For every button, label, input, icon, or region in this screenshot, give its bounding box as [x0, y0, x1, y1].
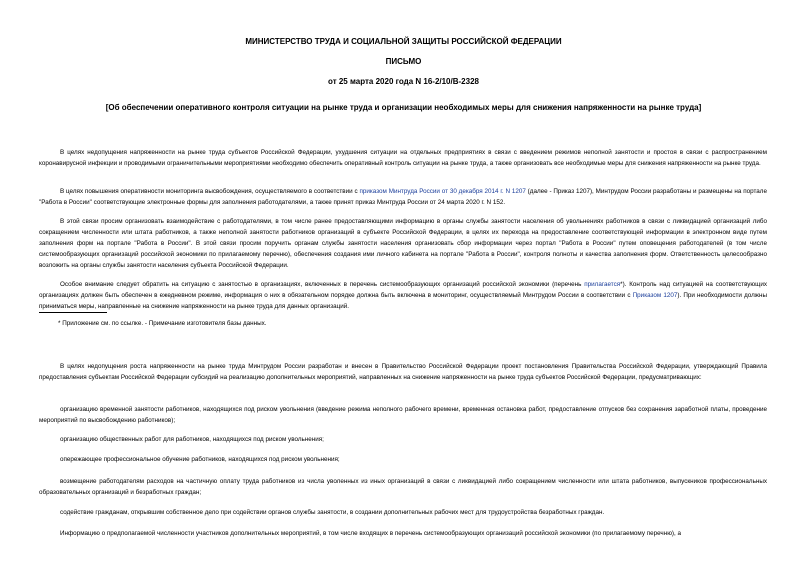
order-1207-link[interactable]: приказом Минтруда России от 30 декабря 2014 г. N 1207 [359, 188, 526, 195]
order-1207-reference-link[interactable]: Приказом 1207 [632, 292, 678, 299]
paragraph-5: В целях недопущения роста напряженности на рынке труда Минтрудом России разработан и внесен в Правительство Российской Федерации проект постановления Правительства Российской Федерации, утверждающий Правила предоставления субъектам Российской Федерации субсидий на реализацию дополнительных мероприятий, направленных на снижение напряженности на рынке труда субъектов Российской Федерации, предусматривающих: [39, 363, 767, 381]
paragraph-10: содействие гражданам, открывшим собственное дело при содействии органов службы занятости, в создании дополнительных рабочих мест для трудоустройства безработных граждан. [60, 509, 605, 516]
ministry-heading: МИНИСТЕРСТВО ТРУДА И СОЦИАЛЬНОЙ ЗАЩИТЫ РОССИЙСКОЙ ФЕДЕРАЦИИ [245, 37, 562, 46]
paragraph-4-text-end: ). При необходимости должны приниматься меры, направленные на снижение напряженности на рынке труда для данных организаций. [39, 292, 768, 310]
footnote: * Приложение см. по ссылке. - Примечание изготовителя базы данных. [58, 320, 267, 327]
paragraph-4-text-start: Особое внимание следует обратить на ситуацию с занятостью в организациях, включенных в перечень системообразующих организаций российской экономики (перечень [60, 281, 585, 288]
document-subject: [Об обеспечении оперативного контроля ситуации на рынке труда и организации необходимых меры для снижения напряженности на рынке труда] [105, 103, 702, 112]
paragraph-9: возмещение работодателям расходов на частичную оплату труда работников из числа уволенных из иных организаций в связи с ликвидацией либо сокращением численности или штата работников, выпускников профессиональных образовательных организаций и безработных граждан; [39, 478, 767, 496]
paragraph-1: В целях недопущения напряженности на рынке труда субъектов Российской Федерации, ухудшения ситуации на отдельных предприятиях в связи с введением режимов неполной занятости и простоя в связи с распространением коронавирусной инфекции и проводимыми ограничительными мероприятиями необходимо обеспечить оперативный контроль ситуации на рынке труда, а также организовать все необходимые меры для снижения напряженности на рынке труда. [39, 149, 767, 167]
paragraph-8: опережающее профессиональное обучение работников, находящихся под риском увольнения; [60, 456, 340, 463]
paragraph-2-text-start: В целях повышения оперативности мониторинга высвобождения, осуществляемого в соответствии с [60, 188, 360, 195]
footnote-divider [39, 312, 107, 313]
attachment-link[interactable]: прилагается [584, 281, 621, 288]
document-date-number: от 25 марта 2020 года N 16-2/10/В-2328 [328, 77, 479, 86]
paragraph-6: организацию временной занятости работников, находящихся под риском увольнения (введение режима неполного рабочего времени, временная остановка работ, предоставление отпусков без сохранения заработной платы, проведение мероприятий по высвобождению работников); [39, 406, 767, 424]
paragraph-11: Информацию о предполагаемой численности участников дополнительных мероприятий, в том числе входящих в перечень системообразующих организаций российской экономики (по прилагаемому перечню), а [60, 530, 682, 537]
paragraph-2 [39, 186, 767, 208]
paragraph-4 [39, 279, 767, 312]
paragraph-4-text-middle: *). Контроль над ситуацией на соответствующих организациях должен быть обеспечен в ежедневном режиме, информация о них в обязательном порядке должна быть включена в мониторинг, осуществляемый Минтрудом России в соответствии с [39, 281, 767, 299]
paragraph-3: В этой связи просим организовать взаимодействие с работодателями, в том числе ранее предоставляющими информацию в органы службы занятости населения об увольнениях работников в связи с ликвидацией организаций либо сокращением численности или штата работников, а также неполной занятости работников организаций в субъекте Российской Федерации, в целях их перехода на предоставление соответствующей информации в электронном виде путем заполнения форм на портале "Работа в России". В этой связи просим поручить органам службы занятости населения организовать сбор информации через портал "Работа в России" путем оповещения работодателей (в том числе системообразующих организаций российской экономики по прилагаемому перечню), обеспечения создания ими личного кабинета на портале "Работа в России", контроля полноты и качества заполнения форм. Ответственность целесообразно возложить на органы службы занятости населения субъекта Российской Федерации. [39, 218, 767, 269]
paragraph-2-text-end: (далее - Приказ 1207), Минтрудом России разработаны и размещены на портале "Работа в России" соответствующие электронные формы для заполнения работодателями, а также принят приказ Минтруда России от 24 марта 2020 г. N 152. [39, 188, 767, 206]
paragraph-7: организацию общественных работ для работников, находящихся под риском увольнения; [60, 436, 324, 443]
document-type: ПИСЬМО [385, 57, 422, 66]
